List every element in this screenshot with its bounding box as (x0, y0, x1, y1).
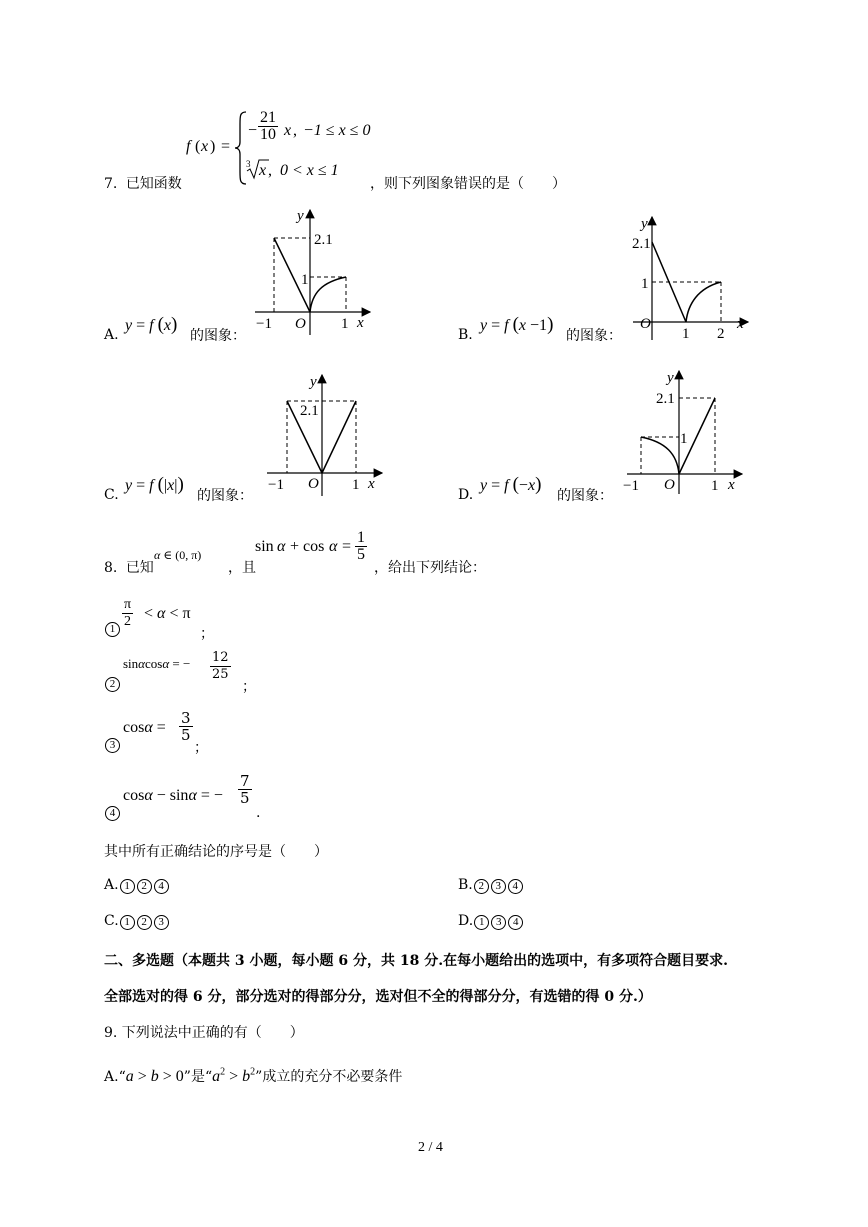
q7-option-c-suffix: 的图象： (197, 488, 253, 504)
circled-number: 1 (120, 915, 135, 930)
q8-choice-b[interactable] (458, 877, 524, 894)
q8-mid: ，且 (228, 560, 256, 576)
label-1: 1 (682, 326, 690, 342)
q8-stem (104, 557, 154, 577)
q7-option-a-expr: y = f (x) (125, 314, 178, 335)
q9-stem: 9. 下列说法中正确的有（ ） (104, 1025, 304, 1041)
piece1-condition: −1 ≤ x ≤ 0 (303, 122, 371, 139)
circled-number: 3 (491, 915, 506, 930)
option-letter: C. (104, 487, 119, 503)
q8-item-1: 1 $\frac{\pi}{2}$ < α < π ； (104, 595, 304, 645)
item-end: ； (200, 626, 214, 642)
label-1: 1 (711, 478, 719, 494)
label-neg-1: −1 (256, 316, 272, 332)
q8-number: 8. (104, 560, 118, 576)
option-letter: A. (104, 327, 119, 343)
circled-number: 4 (105, 806, 120, 821)
option-tail: 成立的充分不必要条件 (262, 1069, 403, 1085)
fraction-denominator: 25 (212, 667, 229, 682)
label-y: y (297, 208, 304, 224)
label-origin: O (664, 477, 675, 493)
item-end: ； (242, 679, 256, 695)
fraction-numerator: 7 (240, 772, 250, 790)
fraction-denominator: 5 (240, 789, 250, 807)
label-2-1: 2.1 (632, 236, 651, 252)
section-heading-line2: 全部选对的得 6 分，部分选对的得部分分，选对但不全的得部分分，有选错的得 0 分.） (104, 989, 652, 1005)
q7-option-a (104, 327, 119, 343)
q7-option-d-expr: y = f (−x) (480, 474, 542, 495)
fraction-numerator: 3 (181, 709, 191, 727)
label-1: 1 (641, 276, 649, 292)
piece2-condition: 0 < x ≤ 1 (280, 162, 339, 179)
label-y: y (667, 370, 674, 386)
choice-letter: C. (104, 913, 119, 929)
q7-stem (104, 173, 182, 193)
q8-item-4: 4 cosα − sinα = − $\frac{7}{5}$ . (104, 771, 354, 821)
q7-tail: ，则下列图象错误的是（ ） (370, 176, 566, 192)
q8-item-2: 2 sinαcosα = − $\frac{12}{25}$ ； (104, 650, 354, 695)
q7-option-b-expr: y = f (x −1) (480, 314, 554, 335)
choice-letter: A. (104, 877, 119, 893)
label-2-1: 2.1 (300, 403, 319, 419)
label-x: x (728, 477, 735, 493)
label-1: 1 (341, 316, 349, 332)
sum-numerator: 1 (357, 529, 365, 546)
q8-lead: 已知 (125, 560, 154, 576)
q8-choice-d[interactable] (458, 913, 524, 930)
circled-number: 1 (105, 622, 120, 637)
section-heading-line1: 二、多选题（本题共 3 小题，每小题 6 分，共 18 分.在每小题给出的选项中，有多项符合题目要求. (104, 953, 728, 969)
q8-choice-c[interactable] (104, 913, 170, 930)
label-y: y (310, 374, 317, 390)
circled-number: 3 (491, 879, 506, 894)
label-1: 1 (680, 431, 688, 447)
q9-option-a: A.“a > b > 0”是“$a^2 > b^2$”成立的充分不必要条件 (104, 1066, 403, 1085)
q7-option-c-expr: y = f (|x|) (125, 474, 184, 495)
label-neg-1: −1 (623, 478, 639, 494)
page-number: 2 / 4 (418, 1140, 443, 1155)
label-neg-1: −1 (268, 477, 284, 493)
item-end: . (256, 805, 261, 821)
q7-option-b (458, 327, 473, 343)
label-x: x (737, 316, 744, 332)
circled-number: 4 (154, 879, 169, 894)
circled-number: 1 (120, 879, 135, 894)
q8-alpha-range: α ∈ (0, π) (154, 548, 202, 562)
radical-icon (246, 158, 270, 180)
graph-d (622, 366, 747, 498)
circled-number: 1 (474, 915, 489, 930)
q8-item-3: 3 cosα = $\frac{3}{5}$ ； (104, 708, 354, 753)
choice-letter: D. (458, 913, 474, 929)
q7-option-d (458, 487, 473, 503)
circled-number: 3 (154, 915, 169, 930)
option-letter: A. (104, 1069, 119, 1085)
option-mid: 是 (190, 1069, 205, 1085)
q7-number: 7. (104, 176, 118, 192)
q7-lead: 已知函数 (125, 176, 182, 192)
circled-number: 2 (105, 677, 120, 692)
label-2: 2 (717, 326, 725, 342)
label-origin: O (640, 316, 651, 332)
label-2-1: 2.1 (656, 391, 675, 407)
label-x: x (368, 476, 375, 492)
label-2-1: 2.1 (314, 232, 333, 248)
choice-letter: B. (458, 877, 473, 893)
label-origin: O (308, 476, 319, 492)
circled-number: 2 (137, 879, 152, 894)
option-letter: D. (458, 487, 474, 503)
q8-choice-a[interactable] (104, 877, 170, 894)
q7-option-c (104, 487, 119, 503)
circled-number: 2 (474, 879, 489, 894)
q8-question: 其中所有正确结论的序号是（ ） (104, 844, 328, 860)
graph-a (250, 205, 380, 340)
q7-option-d-suffix: 的图象： (557, 488, 613, 504)
label-1: 1 (352, 477, 360, 493)
item-end: ； (194, 740, 208, 756)
circled-number: 2 (137, 915, 152, 930)
graph-b (628, 212, 753, 342)
label-x: x (357, 315, 364, 331)
circled-number: 4 (508, 915, 523, 930)
q7-option-a-suffix: 的图象： (190, 328, 246, 344)
q8-tail: ，给出下列结论： (374, 560, 486, 576)
label-y: y (641, 216, 648, 232)
sum-denominator: 5 (357, 546, 365, 563)
option-letter: B. (458, 327, 473, 343)
graph-c (262, 370, 387, 500)
coef-numerator: 21 (260, 109, 276, 126)
q7-option-b-suffix: 的图象： (566, 328, 622, 344)
coef-denominator: 10 (260, 126, 276, 143)
circled-number: 4 (508, 879, 523, 894)
label-1: 1 (301, 272, 309, 288)
fraction-denominator: 5 (181, 726, 191, 744)
fraction-numerator: 12 (212, 650, 229, 665)
label-origin: O (295, 316, 306, 332)
circled-number: 3 (105, 738, 120, 753)
